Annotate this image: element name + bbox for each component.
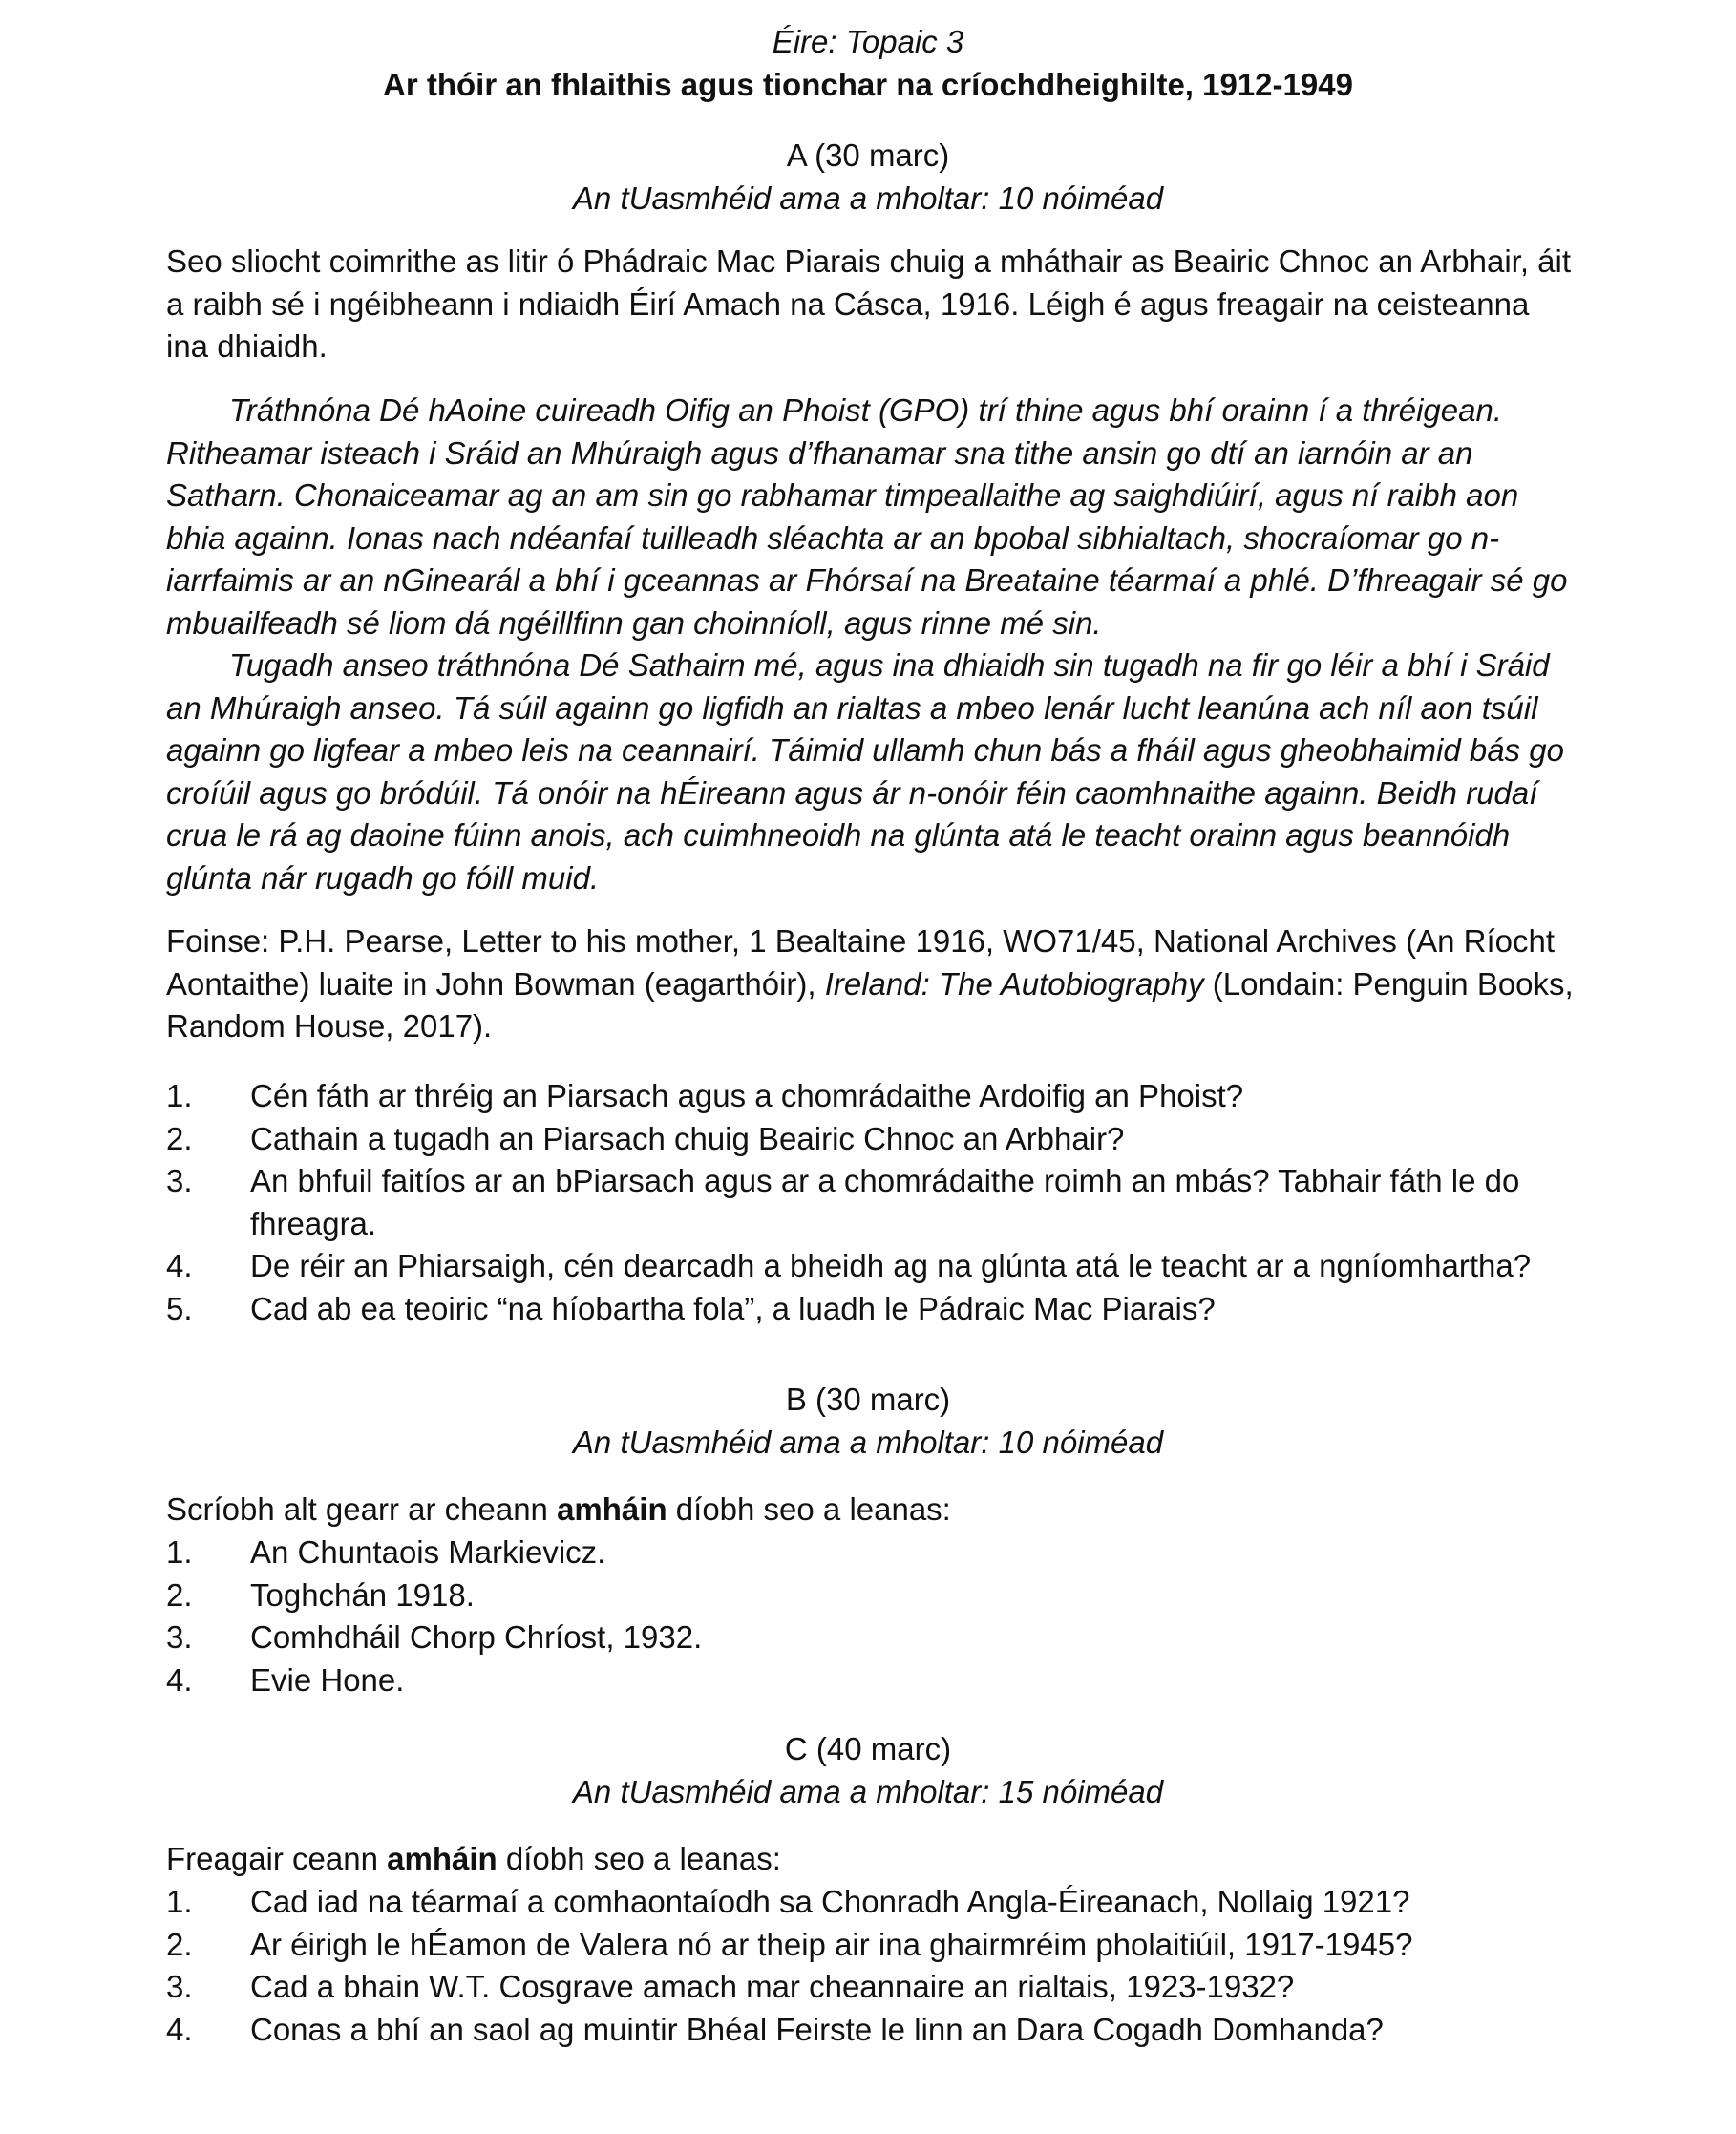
source-passage [166,390,1579,899]
section-c-intro [166,1838,1579,1881]
list-item [166,1075,1579,1118]
item-text: Conas a bhí an saol ag muintir Bhéal Feirste le linn an Dara Cogadh Domhanda? [250,2011,1384,2047]
section-b-intro [166,1489,1579,1532]
list-item [166,1288,1579,1331]
source-citation-publisher: (Londain: Penguin Books, Random House, 2017). [166,965,1574,1044]
section-b-list [166,1532,1579,1701]
section-b-heading: B (30 marc) [785,1382,951,1417]
item-text: Comhdháil Chorp Chríost, 1932. [250,1619,703,1655]
item-text: De réir an Phiarsaigh, cén dearcadh a bheidh ag na glúnta atá le teacht ar a ngníomhartha? [250,1248,1532,1283]
item-number: 1. [166,1884,193,1919]
item-text: Cén fáth ar thréig an Piarsach agus a chomrádaithe Ardoifig an Phoist? [250,1078,1244,1113]
section-a-heading: A (30 marc) [786,137,950,173]
item-text: Cad a bhain W.T. Cosgrave amach mar cheannaire an rialtais, 1923-1932? [250,1969,1295,2004]
item-number: 3. [166,1969,193,2004]
list-item [166,2009,1579,2052]
page-title: Ar thóir an fhlaithis agus tionchar na críochdheighilte, 1912-1949 [383,67,1353,102]
list-item [166,1881,1579,1924]
item-number: 1. [166,1534,193,1570]
section-a-questions [166,1075,1579,1330]
intro-emphasis: amháin [557,1491,667,1527]
topic-label: Éire: Topaic 3 [772,24,964,59]
passage-paragraph: Tráthnóna Dé hAoine cuireadh Oifig an Phoist (GPO) trí thine agus bhí orainn í a thréigean. Ritheamar isteach i Sráid an Mhúraigh agus d’fhanamar sna tithe ansin go dtí an iarnóin ar an Satharn. Chonaiceamar ag an am sin go rabhamar timpeallaithe ag saighdiúirí, agus ní raibh aon bhia againn. Ionas nach ndéanfaí tuilleadh sléachta ar an bpobal sibhialtach, shocraíomar go n-iarrfaimis ar an nGinearál a bhí i gceannas ar Fhórsaí na Breataine téarmaí a phlé. D’fhreagair sé go mbuailfeadh sé liom dá ngéillfinn gan choinníoll, agus rinne mé sin. [166,392,1568,641]
list-item [166,1245,1579,1288]
section-b-time: An tUasmhéid ama a mholtar: 10 nóiméad [572,1425,1164,1460]
item-text: Ar éirigh le hÉamon de Valera nó ar theip air ina ghairmréim pholaitiúil, 1917-1945? [250,1926,1413,1962]
list-item [166,1924,1579,1967]
item-text: Cathain a tugadh an Piarsach chuig Beairic Chnoc an Arbhair? [250,1120,1125,1156]
intro-emphasis: amháin [387,1841,498,1876]
source-citation [166,920,1579,1048]
list-item [166,1118,1579,1161]
item-text: An Chuntaois Markievicz. [250,1534,606,1570]
item-number: 2. [166,1120,193,1156]
item-number: 2. [166,1926,193,1962]
passage-paragraph: Tugadh anseo tráthnóna Dé Sathairn mé, agus ina dhiaidh sin tugadh na fir go léir a bhí i Sráid an Mhúraigh anseo. Tá súil againn go ligfidh an rialtas a mbeo lenár lucht leanúna ach níl aon tsúil againn go ligfear a mbeo leis na ceannairí. Táimid ullamh chun bás a fháil agus gheobhaimid bás go croíúil agus go bródúil. Tá onóir na hÉireann agus ár n-onóir féin caomhnaithe againn. Beidh rudaí crua le rá ag daoine fúinn anois, ach cuimhneoidh na glúnta atá le teacht orainn agus beannóidh glúnta nár rugadh go fóill muid. [166,647,1564,896]
item-number: 3. [166,1619,193,1655]
list-item [166,1659,1579,1702]
item-text: Toghchán 1918. [250,1576,475,1613]
source-citation-text: Foinse: P.H. Pearse, Letter to his mother, 1 Bealtaine 1916, WO71/45, National Archives (An Ríocht Aontaithe) luaite in John Bowman (eagarthóir), [166,923,1555,1002]
item-number: 4. [166,1661,193,1698]
item-number: 3. [166,1163,193,1198]
section-c-time: An tUasmhéid ama a mholtar: 15 nóiméad [572,1774,1164,1809]
section-c-heading: C (40 marc) [784,1731,952,1766]
intro-text: Scríobh alt gearr ar cheann [166,1491,558,1527]
item-number: 2. [166,1576,193,1613]
list-item [166,1160,1579,1245]
section-c-list [166,1881,1579,2051]
section-a-time: An tUasmhéid ama a mholtar: 10 nóiméad [572,180,1164,216]
source-book-title: Ireland: The Autobiography [824,965,1204,1002]
item-text: Evie Hone. [250,1661,405,1698]
item-text: Cad ab ea teoiric “na híobartha fola”, a luadh le Pádraic Mac Piarais? [250,1290,1216,1326]
list-item [166,1532,1579,1574]
list-item [166,1966,1579,2009]
intro-text: Freagair ceann [166,1841,388,1876]
intro-text-end: díobh seo a leanas: [667,1491,951,1527]
intro-text-end: díobh seo a leanas: [497,1841,781,1876]
item-text: Cad iad na téarmaí a comhaontaíodh sa Chonradh Angla-Éireanach, Nollaig 1921? [250,1884,1410,1919]
item-number: 4. [166,2011,193,2047]
list-item [166,1616,1579,1659]
section-a-intro: Seo sliocht coimrithe as litir ó Phádraic Mac Piarais chuig a mháthair as Beairic Chnoc an Arbhair, áit a raibh sé i ngéibheann i ndiaidh Éirí Amach na Cásca, 1916. Léigh é agus freagair na ceisteanna ina dhiaidh. [166,243,1572,364]
list-item [166,1574,1579,1617]
item-number: 5. [166,1290,193,1326]
item-number: 1. [166,1078,193,1113]
item-number: 4. [166,1248,193,1283]
item-text: An bhfuil faitíos ar an bPiarsach agus ar a chomrádaithe roimh an mbás? Tabhair fáth le do fhreagra. [250,1163,1520,1241]
